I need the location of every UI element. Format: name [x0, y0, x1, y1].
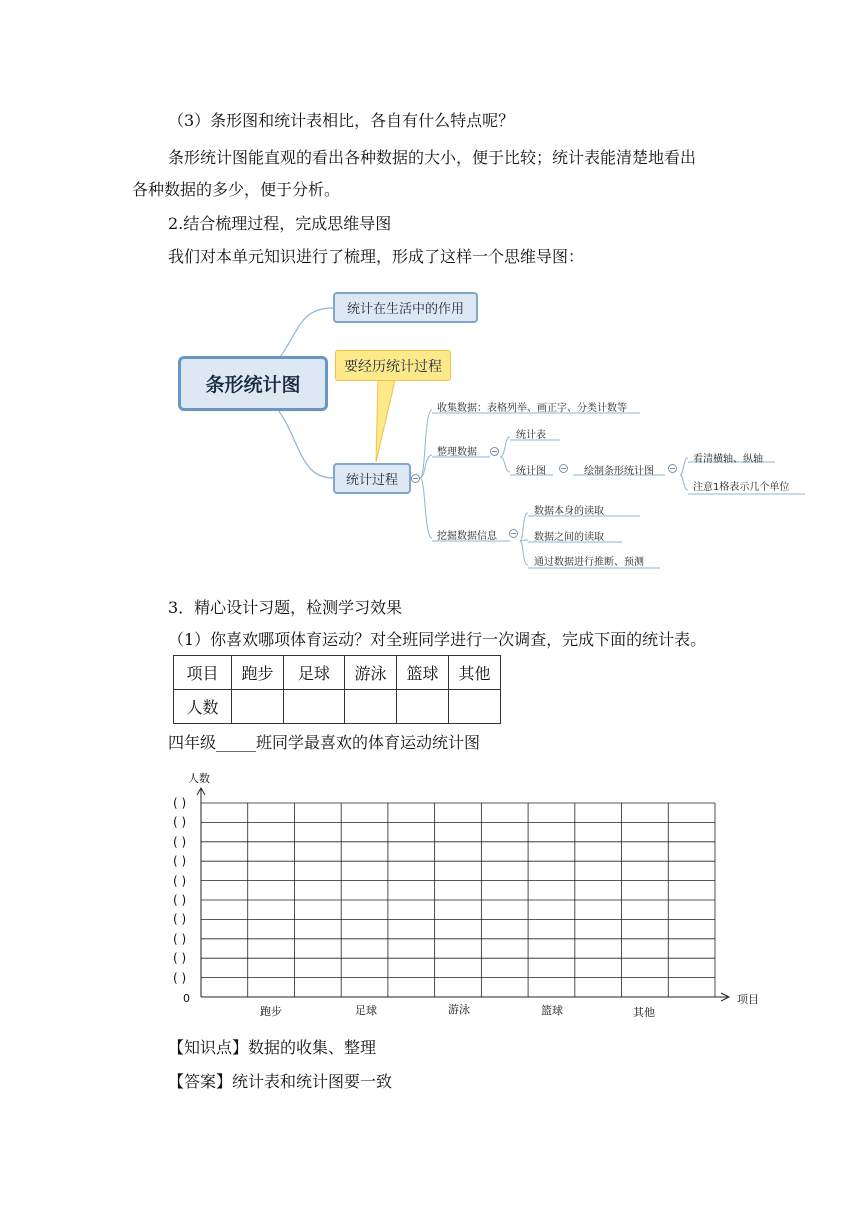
collapse-icon: [490, 447, 499, 456]
x-axis-label: 项目: [737, 993, 759, 1006]
answer: 【答案】统计表和统计图要一致: [168, 1072, 393, 1091]
collapse-icon: [509, 529, 518, 538]
chart-title: [168, 732, 480, 754]
x-category-label: 跑步: [260, 1005, 282, 1018]
y-tick-label[interactable]: ( ): [173, 854, 187, 869]
y-tick-label[interactable]: ( ): [173, 951, 187, 966]
blank-cell[interactable]: [397, 690, 449, 724]
step2-intro: 我们对本单元知识进行了梳理，形成了这样一个思维导图：: [168, 247, 585, 266]
mind-map-axis-tip: 看清横轴、纵轴: [693, 454, 763, 465]
y-tick-label[interactable]: ( ): [173, 834, 187, 849]
x-category-label: 足球: [355, 1004, 377, 1017]
y-tick-label[interactable]: ( ): [173, 931, 187, 946]
step2-title: 2.结合梳理过程，完成思维导图: [168, 214, 392, 233]
table-cell: 人数: [174, 690, 232, 724]
blank-cell[interactable]: [232, 690, 284, 724]
table-row: [174, 690, 501, 724]
chart-title-suffix: 班同学最喜欢的体育运动统计图: [256, 733, 481, 752]
mind-map-infer: 通过数据进行推断、预测: [534, 557, 644, 568]
mind-map-unit-tip: 注意1格表示几个单位: [693, 482, 790, 493]
y-tick-label[interactable]: ( ): [173, 912, 187, 927]
table-cell: 篮球: [397, 656, 449, 690]
section3-answer-line1: 条形统计图能直观的看出各种数据的大小，便于比较；统计表能清楚地看出: [168, 148, 697, 167]
section3-answer-line2: 各种数据的多少，便于分析。: [132, 180, 341, 199]
section3-question: （3）条形图和统计表相比，各自有什么特点呢？: [168, 111, 515, 130]
mind-map-root: 条形统计图: [178, 356, 328, 411]
mind-map-branch-role: 统计在生活中的作用: [333, 292, 478, 323]
collapse-icon: [559, 464, 568, 473]
x-category-label: 游泳: [448, 1003, 470, 1016]
mind-map-read-between: 数据之间的读取: [534, 532, 604, 543]
y-axis-arrow-icon: [197, 788, 205, 795]
chart-title-prefix: 四年级: [168, 733, 217, 752]
table-cell: 跑步: [232, 656, 284, 690]
y-tick-label[interactable]: ( ): [173, 873, 187, 888]
mind-map-callout: 要经历统计过程: [335, 350, 451, 381]
mind-map-chart: 统计图: [516, 466, 546, 477]
y-tick-label[interactable]: ( ): [173, 893, 187, 907]
table-cell: 游泳: [345, 656, 397, 690]
y-tick-label[interactable]: ( ): [173, 970, 187, 985]
table-cell: 足球: [284, 656, 345, 690]
blank-cell[interactable]: [449, 690, 501, 724]
mind-map-mine: 挖掘数据信息: [437, 531, 497, 542]
x-category-label: 篮球: [541, 1004, 563, 1017]
mind-map-branch-process: 统计过程: [333, 463, 411, 494]
table-cell: 其他: [449, 656, 501, 690]
mind-map-organize: 整理数据: [437, 447, 477, 458]
mind-map-collect: 收集数据：表格列举、画正字、分类计数等: [437, 403, 627, 414]
x-category-label: 其他: [633, 1006, 655, 1019]
blank-cell[interactable]: [345, 690, 397, 724]
table-cell: 项目: [174, 656, 232, 690]
y-tick-label[interactable]: ( ): [173, 796, 187, 810]
knowledge-point: 【知识点】数据的收集、整理: [168, 1038, 377, 1057]
origin-label: 0: [183, 992, 190, 1005]
collapse-icon: [668, 464, 677, 473]
chart-title-blank[interactable]: _____: [216, 733, 257, 752]
step3-title: 3．精心设计习题，检测学习效果: [168, 598, 403, 617]
exercise1-question: （1）你喜欢哪项体育运动？对全班同学进行一次调查，完成下面的统计表。: [168, 630, 707, 649]
collapse-icon: [411, 474, 420, 483]
y-axis-label: 人数: [188, 772, 210, 785]
mind-map: [0, 0, 860, 600]
x-axis-arrow-icon: [721, 993, 729, 1001]
mind-map-draw-chart: 绘制条形统计图: [584, 466, 654, 477]
blank-cell[interactable]: [284, 690, 345, 724]
mind-map-read-self: 数据本身的读取: [534, 506, 604, 517]
survey-table: [173, 655, 501, 724]
table-row: [174, 656, 501, 690]
mind-map-table: 统计表: [516, 430, 546, 441]
y-tick-label[interactable]: ( ): [173, 815, 187, 830]
